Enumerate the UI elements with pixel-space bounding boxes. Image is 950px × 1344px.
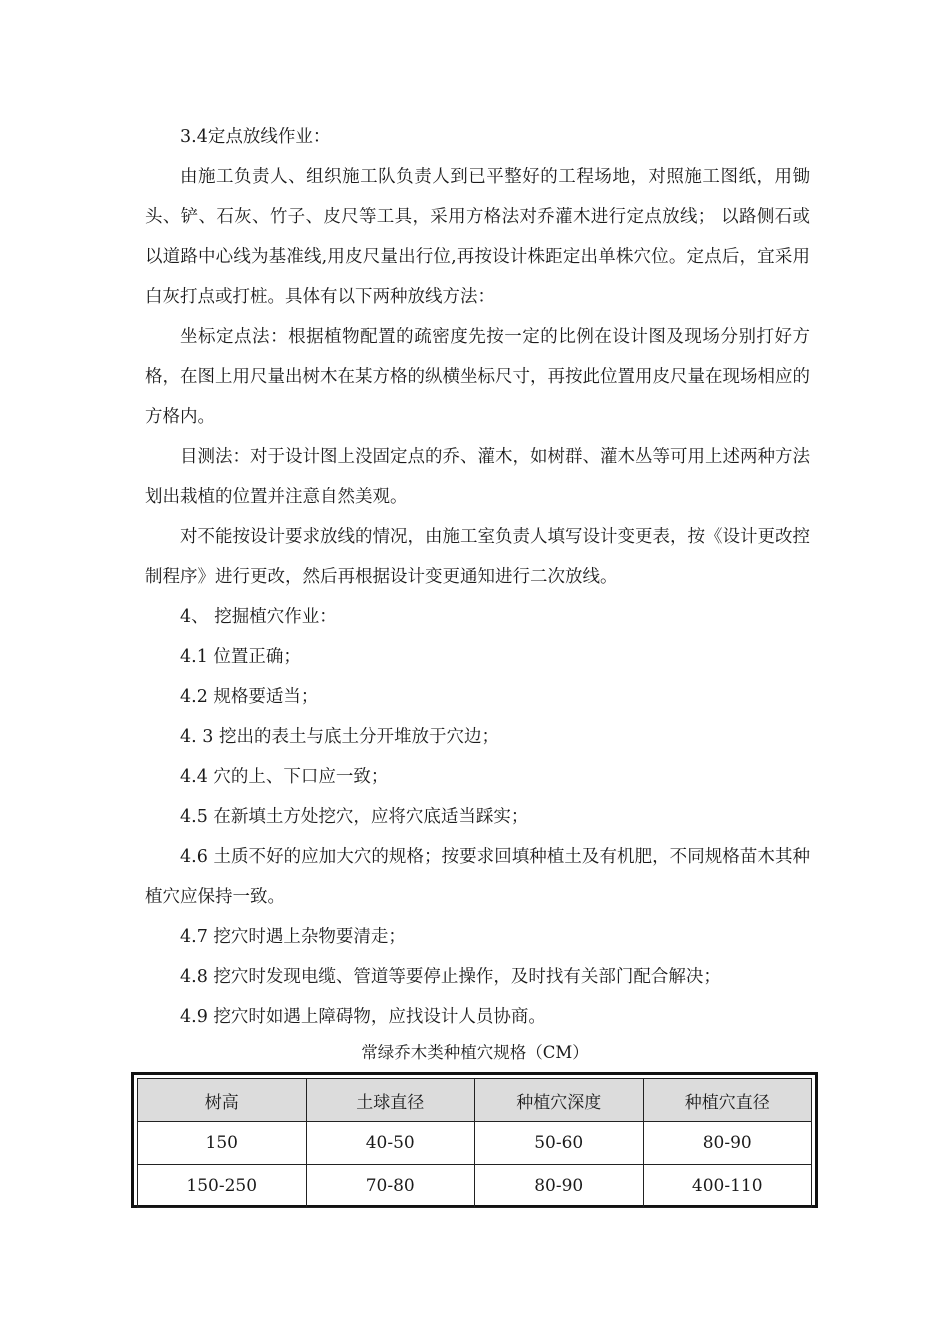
table-caption: 常绿乔木类种植穴规格（CM） xyxy=(361,1043,589,1062)
table-cell: 80-90 xyxy=(643,1122,812,1165)
section-heading-3-4: 3.4定点放线作业： xyxy=(180,127,331,147)
header-rootball-diameter: 土球直径 xyxy=(306,1079,475,1122)
table-cell: 150 xyxy=(138,1122,307,1165)
list-item-4-3: 4. 3 挖出的表土与底土分开堆放于穴边； xyxy=(180,727,499,747)
spec-table-frame xyxy=(131,1072,818,1208)
table-cell: 150-250 xyxy=(138,1165,307,1208)
table-cell: 50-60 xyxy=(475,1122,644,1165)
header-pit-diameter: 种植穴直径 xyxy=(643,1079,812,1122)
paragraph-procedure: 由施工负责人、组织施工队负责人到已平整好的工程场地，对照施工图纸，用锄头、铲、石灰、竹子、皮尺等工具，采用方格法对乔灌木进行定点放线； 以路侧石或以道路中心线为基准线,用皮尺量出行位,再按设计株距定出单株穴位。定点后，宜采用白灰打点或打桩。具体有以下两种放线方法： xyxy=(145,167,810,307)
list-item-4-9: 4.9 挖穴时如遇上障碍物，应找设计人员协商。 xyxy=(180,1007,546,1027)
list-item-4-4: 4.4 穴的上、下口应一致； xyxy=(180,767,389,787)
header-tree-height: 树高 xyxy=(138,1079,307,1122)
table-cell: 40-50 xyxy=(306,1122,475,1165)
table-cell: 70-80 xyxy=(306,1165,475,1208)
list-item-4-2: 4.2 规格要适当； xyxy=(180,687,319,707)
spec-table xyxy=(137,1078,812,1208)
table-header-row xyxy=(138,1079,812,1122)
table-row xyxy=(138,1122,812,1165)
header-pit-depth: 种植穴深度 xyxy=(475,1079,644,1122)
paragraph-coordinate-method: 坐标定点法：根据植物配置的疏密度先按一定的比例在设计图及现场分别打好方格，在图上用尺量出树木在某方格的纵横坐标尺寸，再按此位置用皮尺量在现场相应的方格内。 xyxy=(145,327,810,427)
paragraph-design-change: 对不能按设计要求放线的情况，由施工室负责人填写设计变更表，按《设计更改控制程序》进行更改，然后再根据设计变更通知进行二次放线。 xyxy=(145,527,810,587)
table-cell: 80-90 xyxy=(475,1165,644,1208)
table-cell: 400-110 xyxy=(643,1165,812,1208)
list-item-4-8: 4.8 挖穴时发现电缆、管道等要停止操作，及时找有关部门配合解决； xyxy=(180,967,721,987)
list-item-4-1: 4.1 位置正确； xyxy=(180,647,301,667)
section-heading-4: 4、 挖掘植穴作业： xyxy=(180,607,337,627)
list-item-4-6: 4.6 土质不好的应加大穴的规格；按要求回填种植土及有机肥，不同规格苗木其种植穴应保持一致。 xyxy=(145,847,810,907)
table-row xyxy=(138,1165,812,1208)
list-item-4-7: 4.7 挖穴时遇上杂物要清走； xyxy=(180,927,406,947)
list-item-4-5: 4.5 在新填土方处挖穴，应将穴底适当踩实； xyxy=(180,807,529,827)
paragraph-visual-method: 目测法：对于设计图上没固定点的乔、灌木，如树群、灌木丛等可用上述两种方法划出栽植的位置并注意自然美观。 xyxy=(145,447,810,507)
